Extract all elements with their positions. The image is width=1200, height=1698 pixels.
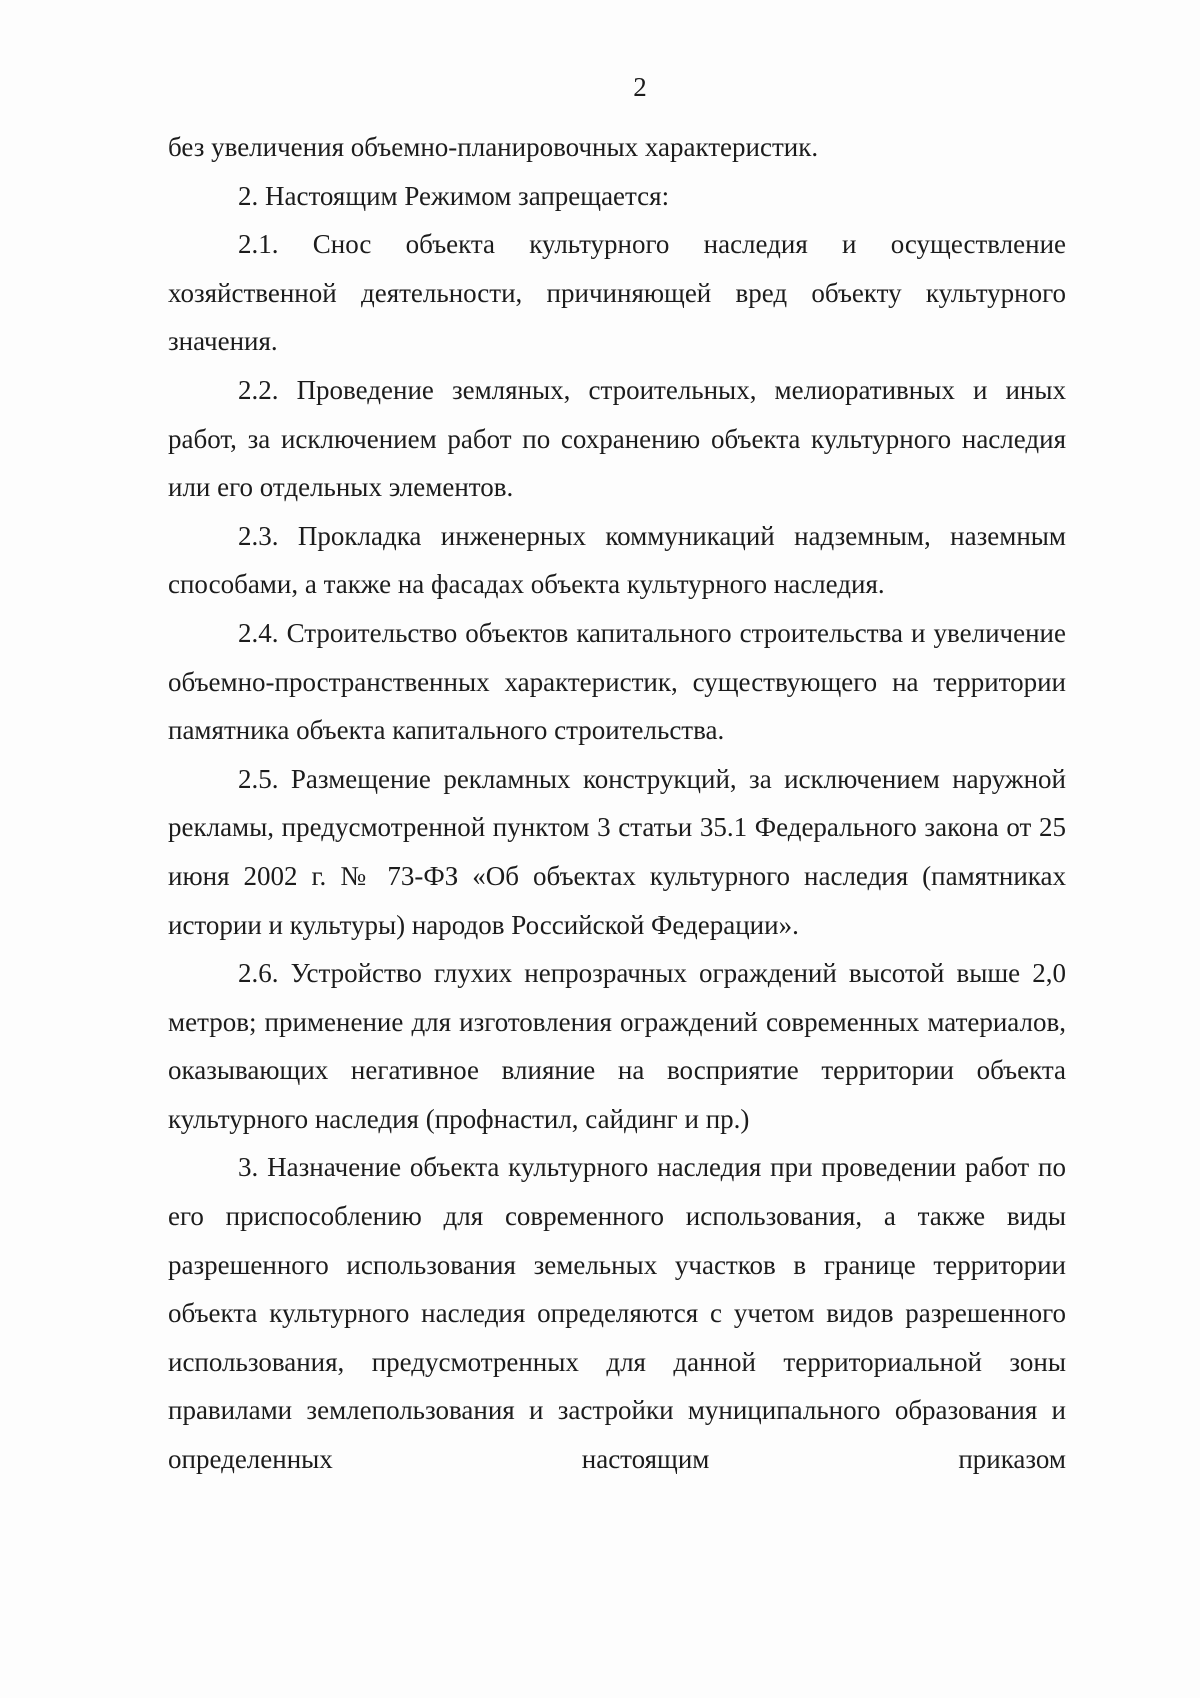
paragraph-3: 3. Назначение объекта культурного наследия при проведении работ по его приспособлению для современного использования, а также виды разрешенного использования земельных участков в границе территории объекта культурного наследия определяются с учетом видов разрешенного использования, предусмотренных для данной территориальной зоны правилами землепользования и застройки муниципального образования и определенных настоящим приказом <box>168 1152 1066 1475</box>
paragraph-2-1: 2.1. Снос объекта культурного наследия и осуществление хозяйственной деятельности, причиняющей вред объекту культурного значения. <box>168 229 1066 357</box>
paragraph-2: 2. Настоящим Режимом запрещается: <box>238 180 670 211</box>
document-body <box>168 123 1066 1484</box>
paragraph-2-6: 2.6. Устройство глухих непрозрачных ограждений высотой выше 2,0 метров; применение для изготовления ограждений современных материалов, оказывающих негативное влияние на восприятие территории объекта культурного наследия (профнастил, сайдинг и пр.) <box>168 958 1066 1134</box>
paragraph-2-3: 2.3. Прокладка инженерных коммуникаций надземным, наземным способами, а также на фасадах объекта культурного наследия. <box>168 520 1066 600</box>
paragraph-continuation: без увеличения объемно-планировочных характеристик. <box>168 132 819 162</box>
page-number: 2 <box>633 72 647 102</box>
paragraph-2-2: 2.2. Проведение земляных, строительных, мелиоративных и иных работ, за исключением работ по сохранению объекта культурного наследия или его отдельных элементов. <box>168 374 1066 503</box>
paragraph-2-5: 2.5. Размещение рекламных конструкций, за исключением наружной рекламы, предусмотренной пунктом 3 статьи 35.1 Федерального закона от 25 июня 2002 г. № 73-ФЗ «Об объектах культурного наследия (памятниках истории и культуры) народов Российской Федерации». <box>168 763 1066 940</box>
paragraph-2-4: 2.4. Строительство объектов капитального строительства и увеличение объемно-пространственных характеристик, существующего на территории памятника объекта капитального строительства. <box>168 617 1066 746</box>
